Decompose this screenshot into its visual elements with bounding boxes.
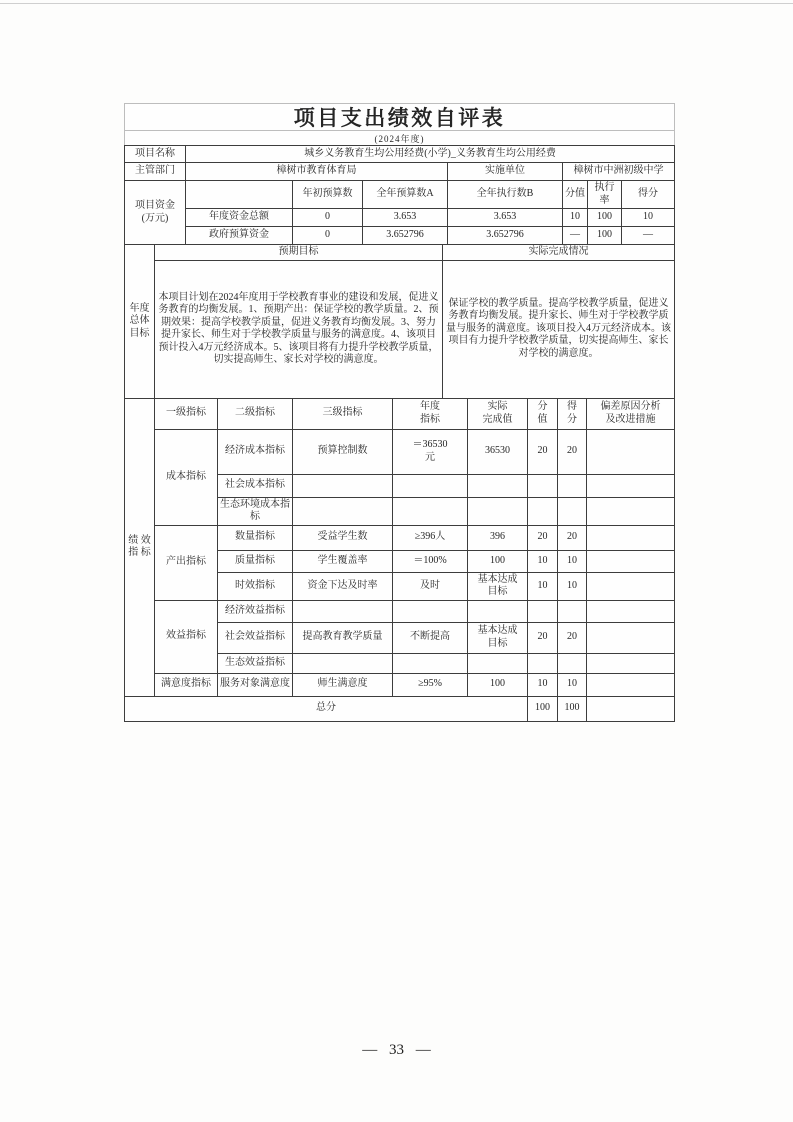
level3-cell: 师生满意度 <box>293 673 393 696</box>
col-points: 分 值 <box>528 398 558 429</box>
funds-budget-value: 3.652796 <box>363 227 448 245</box>
level1-cost: 成本指标 <box>155 429 218 525</box>
impl-unit-value: 樟树市中洲初级中学 <box>563 163 675 181</box>
actual-value-cell: 100 <box>468 550 528 572</box>
points-cell: 10 <box>528 550 558 572</box>
funds-budget-value: 3.653 <box>363 209 448 227</box>
actual-value-cell: 100 <box>468 673 528 696</box>
actual-value-cell: 基本达成 目标 <box>468 622 528 653</box>
col-actual-value: 实际 完成值 <box>468 398 528 429</box>
project-name-label: 项目名称 <box>125 146 186 163</box>
cell-empty <box>468 474 528 497</box>
form-title-text: 项目支出绩效自评表 <box>293 106 506 130</box>
level2-cell: 数量指标 <box>218 525 293 550</box>
annual-target-cell: ＝100% <box>393 550 468 572</box>
col-annual-target: 年度 指标 <box>393 398 468 429</box>
level2-cell: 生态效益指标 <box>218 653 293 673</box>
indicator-header-row <box>125 398 675 429</box>
funds-rate-value: 100 <box>588 209 622 227</box>
annual-target-cell: ＝36530 元 <box>393 429 468 474</box>
cell-empty <box>528 474 558 497</box>
level2-cell: 经济成本指标 <box>218 429 293 474</box>
funds-row-gov <box>125 227 675 245</box>
funds-rate-value: 100 <box>588 227 622 245</box>
cell-empty <box>186 181 293 209</box>
col-deviation-note: 偏差原因分析 及改进措施 <box>587 398 675 429</box>
level3-cell: 受益学生数 <box>293 525 393 550</box>
note-cell <box>587 572 675 600</box>
funds-row-name: 年度资金总额 <box>186 209 293 227</box>
funds-col-initial: 年初预算数 <box>293 181 363 209</box>
annual-target-cell: 不断提高 <box>393 622 468 653</box>
funds-col-rate: 执行率 <box>588 181 622 209</box>
funds-points-value: 10 <box>563 209 588 227</box>
performance-indicators-label: 绩 效 指 标 <box>125 398 155 696</box>
level2-cell: 社会成本指标 <box>218 474 293 497</box>
level3-cell: 学生覆盖率 <box>293 550 393 572</box>
funds-col-executed: 全年执行数B <box>448 181 563 209</box>
annual-target-cell: ≥95% <box>393 673 468 696</box>
funds-executed-value: 3.652796 <box>448 227 563 245</box>
total-score: 100 <box>558 696 587 721</box>
project-name-row <box>125 146 675 163</box>
level2-cell: 生态环境成本指标 <box>218 497 293 525</box>
col-score: 得 分 <box>558 398 587 429</box>
funds-col-score: 得分 <box>622 181 675 209</box>
level1-output: 产出指标 <box>155 525 218 600</box>
scan-edge-line <box>0 3 793 4</box>
level3-cell: 资金下达及时率 <box>293 572 393 600</box>
cell-empty <box>468 653 528 673</box>
annual-goal-label: 年度 总体 目标 <box>125 245 155 399</box>
note-cell <box>587 474 675 497</box>
level1-benefit: 效益指标 <box>155 600 218 673</box>
score-cell: 10 <box>558 673 587 696</box>
actual-completion-text: 保证学校的教学质量。提高学校教学质量，促进义务教育均衡发展。提升家长、师生对于学校教学质量与服务的满意度。该项目投入4万元经济成本。该项目有力提升学校教学质量，切实提高师生、家长对学校的满意度。 <box>443 260 675 398</box>
cell-empty <box>393 497 468 525</box>
score-cell: 20 <box>558 525 587 550</box>
level2-cell: 经济效益指标 <box>218 600 293 622</box>
note-cell <box>587 525 675 550</box>
indicator-row <box>125 429 675 474</box>
actual-value-cell: 36530 <box>468 429 528 474</box>
note-cell <box>587 600 675 622</box>
indicator-row <box>125 525 675 550</box>
note-cell <box>587 653 675 673</box>
cell-empty <box>293 497 393 525</box>
cell-empty <box>468 600 528 622</box>
cell-empty <box>558 653 587 673</box>
col-level3: 三级指标 <box>293 398 393 429</box>
level3-cell: 提高教育教学质量 <box>293 622 393 653</box>
col-level2: 二级指标 <box>218 398 293 429</box>
note-cell <box>587 673 675 696</box>
level2-cell: 时效指标 <box>218 572 293 600</box>
funds-label: 项目资金 (万元) <box>125 181 186 245</box>
form-title <box>124 103 675 131</box>
indicator-row <box>125 673 675 696</box>
impl-unit-label: 实施单位 <box>448 163 563 181</box>
funds-points-value: — <box>563 227 588 245</box>
self-evaluation-form <box>124 103 675 722</box>
note-cell <box>587 696 675 721</box>
score-cell: 10 <box>558 572 587 600</box>
funds-score-value: — <box>622 227 675 245</box>
cell-empty <box>393 600 468 622</box>
funds-header-row <box>125 181 675 209</box>
note-cell <box>587 550 675 572</box>
dept-label: 主管部门 <box>125 163 186 181</box>
points-cell: 20 <box>528 622 558 653</box>
actual-value-cell: 396 <box>468 525 528 550</box>
note-cell <box>587 429 675 474</box>
funds-row-total <box>125 209 675 227</box>
cell-empty <box>293 600 393 622</box>
funds-score-value: 10 <box>622 209 675 227</box>
form-year-text: (2024年度) <box>374 133 425 144</box>
funds-initial-value: 0 <box>293 209 363 227</box>
cell-empty <box>558 600 587 622</box>
dept-value: 樟树市教育体育局 <box>186 163 448 181</box>
cell-empty <box>528 497 558 525</box>
goal-header-row <box>125 245 675 261</box>
funds-initial-value: 0 <box>293 227 363 245</box>
note-cell <box>587 497 675 525</box>
funds-col-points: 分值 <box>563 181 588 209</box>
cell-empty <box>558 474 587 497</box>
funds-col-budget: 全年预算数A <box>363 181 448 209</box>
cell-empty <box>293 474 393 497</box>
info-funds-table <box>124 145 675 245</box>
total-points: 100 <box>528 696 558 721</box>
note-cell <box>587 622 675 653</box>
score-cell: 20 <box>558 429 587 474</box>
cell-empty <box>528 600 558 622</box>
points-cell: 10 <box>528 673 558 696</box>
points-cell: 20 <box>528 525 558 550</box>
level2-cell: 质量指标 <box>218 550 293 572</box>
funds-row-name: 政府预算资金 <box>186 227 293 245</box>
indicator-row <box>125 600 675 622</box>
cell-empty <box>528 653 558 673</box>
cell-empty <box>293 653 393 673</box>
total-label: 总分 <box>125 696 528 721</box>
expected-goal-header: 预期目标 <box>155 245 443 261</box>
col-level1: 一级指标 <box>155 398 218 429</box>
page-number: — 33 — <box>362 1042 431 1058</box>
actual-completion-header: 实际完成情况 <box>443 245 675 261</box>
level2-cell: 社会效益指标 <box>218 622 293 653</box>
annual-target-cell: 及时 <box>393 572 468 600</box>
cell-empty <box>558 497 587 525</box>
level3-cell: 预算控制数 <box>293 429 393 474</box>
points-cell: 10 <box>528 572 558 600</box>
indicators-table <box>124 398 675 722</box>
annual-target-cell: ≥396人 <box>393 525 468 550</box>
department-row <box>125 163 675 181</box>
score-cell: 20 <box>558 622 587 653</box>
form-year <box>124 130 675 146</box>
level1-satisfaction: 满意度指标 <box>155 673 218 696</box>
goal-content-row <box>125 260 675 398</box>
total-row <box>125 696 675 721</box>
score-cell: 10 <box>558 550 587 572</box>
expected-goal-text: 本项目计划在2024年度用于学校教育事业的建设和发展，促进义务教育的均衡发展。1、预期产出：保证学校的教学质量。2、预期效果：提高学校教学质量，促进义务教育均衡发展。3、努力提升家长、师生对于学校教学质量与服务的满意度。4、该项目预计投入4万元经济成本。5、该项目将有力提升学校教学质量，切实提高师生、家长对学校的满意度。 <box>155 260 443 398</box>
actual-value-cell: 基本达成 目标 <box>468 572 528 600</box>
project-name-value: 城乡义务教育生均公用经费(小学)_义务教育生均公用经费 <box>186 146 675 163</box>
cell-empty <box>468 497 528 525</box>
level2-cell: 服务对象满意度 <box>218 673 293 696</box>
points-cell: 20 <box>528 429 558 474</box>
cell-empty <box>393 474 468 497</box>
annual-goal-table <box>124 244 675 399</box>
funds-executed-value: 3.653 <box>448 209 563 227</box>
cell-empty <box>393 653 468 673</box>
